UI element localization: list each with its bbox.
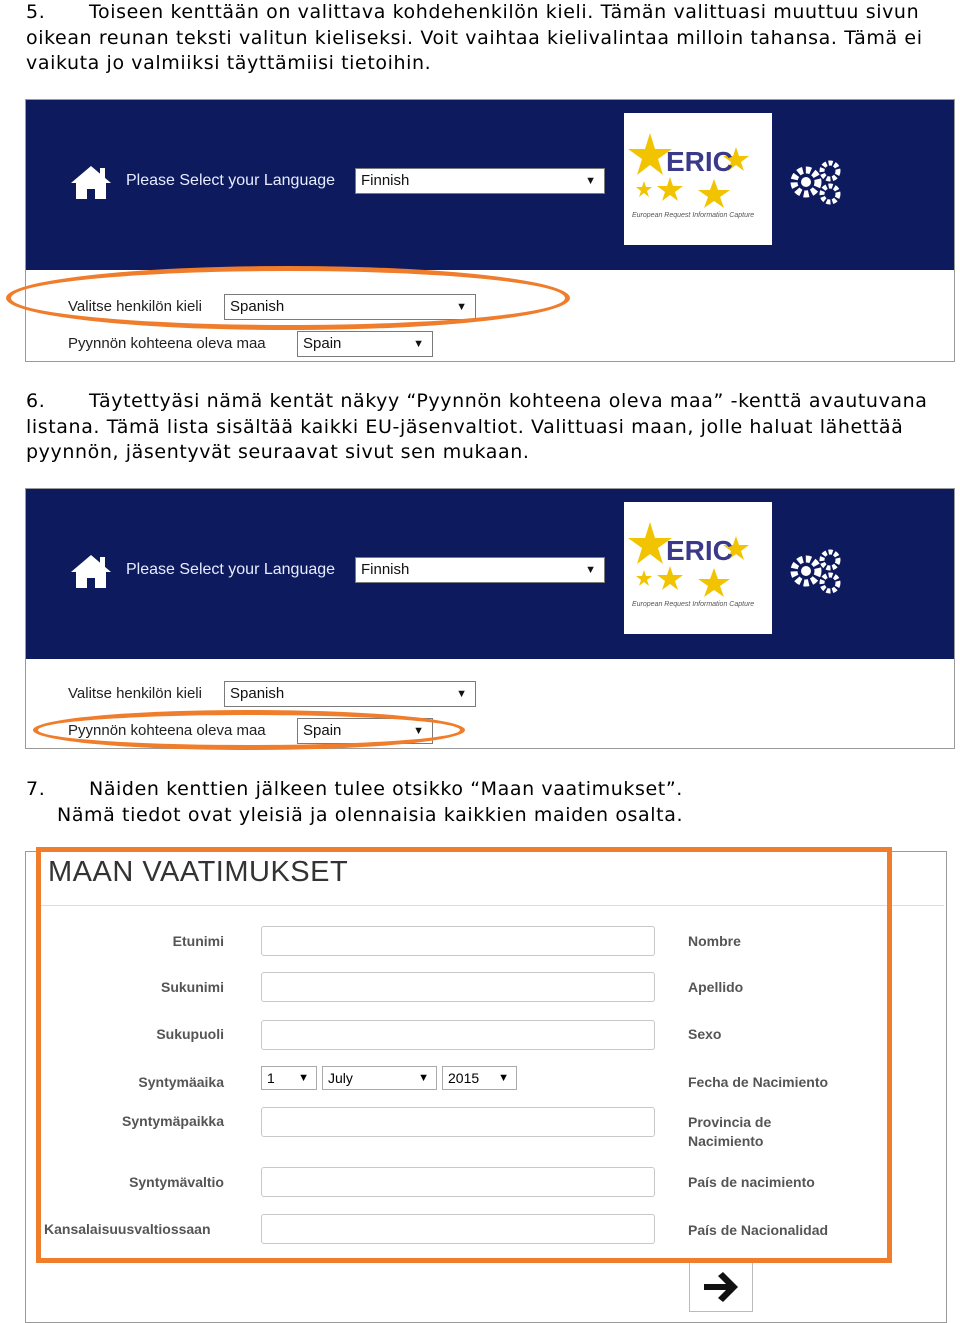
label-sukupuoli: Sukupuoli bbox=[156, 1026, 224, 1042]
logo-subtitle: European Request Information Capture bbox=[632, 212, 755, 219]
translation-pais-de-nacimiento: País de nacimiento bbox=[688, 1174, 815, 1190]
step-6-paragraph bbox=[26, 389, 960, 466]
step-text: Täytettyäsi nämä kentät näkyy “Pyynnön kohteena oleva maa” -kenttä avautuvana listana. Tämä lista sisältää kaikki EU-jäsenvaltiot. Valittuasi maan, jolle haluat lähettää pyynnön, jäsentyvät seuraavat sivut sen mukaan. bbox=[26, 390, 928, 463]
language-screenshot-2 bbox=[25, 488, 955, 749]
birth-month-value: July bbox=[328, 1070, 353, 1086]
person-language-value: Spanish bbox=[230, 298, 285, 315]
step-number: 6. bbox=[26, 390, 46, 412]
step-number: 7. bbox=[26, 778, 46, 800]
label-etunimi: Etunimi bbox=[172, 933, 224, 949]
target-country-select[interactable] bbox=[297, 331, 433, 357]
language-label: Please Select your Language bbox=[126, 172, 336, 189]
translation-sexo: Sexo bbox=[688, 1026, 722, 1042]
step-5-paragraph bbox=[26, 0, 960, 77]
language-value: Finnish bbox=[361, 172, 410, 189]
person-language-label: Valitse henkilön kieli bbox=[68, 685, 202, 702]
dropdown-arrow-icon: ▼ bbox=[418, 1072, 429, 1084]
birth-year-value: 2015 bbox=[448, 1070, 480, 1086]
dropdown-arrow-icon: ▼ bbox=[298, 1072, 309, 1084]
gears-icon[interactable] bbox=[788, 158, 844, 206]
language-label: Please Select your Language bbox=[126, 561, 336, 578]
gears-icon[interactable] bbox=[788, 547, 844, 595]
step-text: Toiseen kenttään on valittava kohdehenkilön kieli. Tämän valittuasi muuttuu sivun oikean reunan teksti valitun kieliseksi. Voit vaihtaa kielivalintaa milloin tahansa. Tämä ei vaikuta jo valmiiksi täyttämiisi tietoihin. bbox=[26, 1, 923, 74]
step-text-2: Nämä tiedot ovat yleisiä ja olennaisia kaikkien maiden osalta. bbox=[57, 803, 684, 826]
app-banner bbox=[26, 489, 954, 659]
language-value: Finnish bbox=[361, 561, 410, 578]
app-banner bbox=[26, 100, 954, 270]
step-text: Näiden kenttien jälkeen tulee otsikko “Maan vaatimukset”. bbox=[89, 778, 683, 800]
home-icon[interactable] bbox=[68, 162, 114, 202]
logo-text: ERIC bbox=[666, 146, 733, 177]
highlight-target-country bbox=[33, 710, 465, 750]
person-language-select[interactable] bbox=[224, 681, 476, 707]
birth-day-value: 1 bbox=[267, 1070, 275, 1086]
dropdown-arrow-icon: ▼ bbox=[413, 338, 424, 350]
target-country-label: Pyynnön kohteena oleva maa bbox=[68, 722, 266, 739]
eric-logo bbox=[624, 502, 772, 634]
translation-provincia-de-nacimiento: Provincia de Nacimiento bbox=[688, 1114, 772, 1149]
next-button[interactable] bbox=[689, 1262, 753, 1312]
dropdown-arrow-icon: ▼ bbox=[498, 1072, 509, 1084]
home-icon[interactable] bbox=[68, 551, 114, 591]
person-language-value: Spanish bbox=[230, 685, 285, 702]
translation-apellido: Apellido bbox=[688, 979, 744, 995]
target-country-label: Pyynnön kohteena oleva maa bbox=[68, 335, 266, 352]
dropdown-arrow-icon: ▼ bbox=[456, 301, 467, 313]
step-7-paragraph bbox=[26, 777, 960, 828]
translation-nombre: Nombre bbox=[688, 933, 741, 949]
step-number: 5. bbox=[26, 1, 46, 23]
target-country-value: Spain bbox=[303, 722, 342, 739]
label-syntymavaltio: Syntymävaltio bbox=[129, 1174, 224, 1190]
highlight-form bbox=[36, 847, 892, 1263]
form-title: MAAN VAATIMUKSET bbox=[48, 856, 349, 888]
label-syntymapaikka: Syntymäpaikka bbox=[122, 1113, 224, 1129]
target-country-value: Spain bbox=[303, 335, 342, 352]
label-syntymaaika: Syntymäaika bbox=[138, 1074, 224, 1090]
label-kansalaisuusvaltiossaan: Kansalaisuusvaltiossaan bbox=[44, 1221, 211, 1237]
dropdown-arrow-icon: ▼ bbox=[413, 725, 424, 737]
highlight-person-language bbox=[6, 266, 570, 330]
label-sukunimi: Sukunimi bbox=[160, 979, 224, 995]
logo-text: ERIC bbox=[666, 535, 733, 566]
person-language-label: Valitse henkilön kieli bbox=[68, 298, 202, 315]
logo-subtitle: European Request Information Capture bbox=[632, 601, 755, 608]
language-select[interactable] bbox=[355, 557, 605, 583]
translation-pais-de-nacionalidad: País de Nacionalidad bbox=[688, 1222, 829, 1238]
dropdown-arrow-icon: ▼ bbox=[585, 175, 596, 187]
dropdown-arrow-icon: ▼ bbox=[585, 564, 596, 576]
dropdown-arrow-icon: ▼ bbox=[456, 688, 467, 700]
translation-fecha-de-nacimiento: Fecha de Nacimiento bbox=[688, 1074, 829, 1090]
arrow-right-icon bbox=[690, 1263, 752, 1311]
language-select[interactable] bbox=[355, 168, 605, 194]
eric-logo bbox=[624, 113, 772, 245]
